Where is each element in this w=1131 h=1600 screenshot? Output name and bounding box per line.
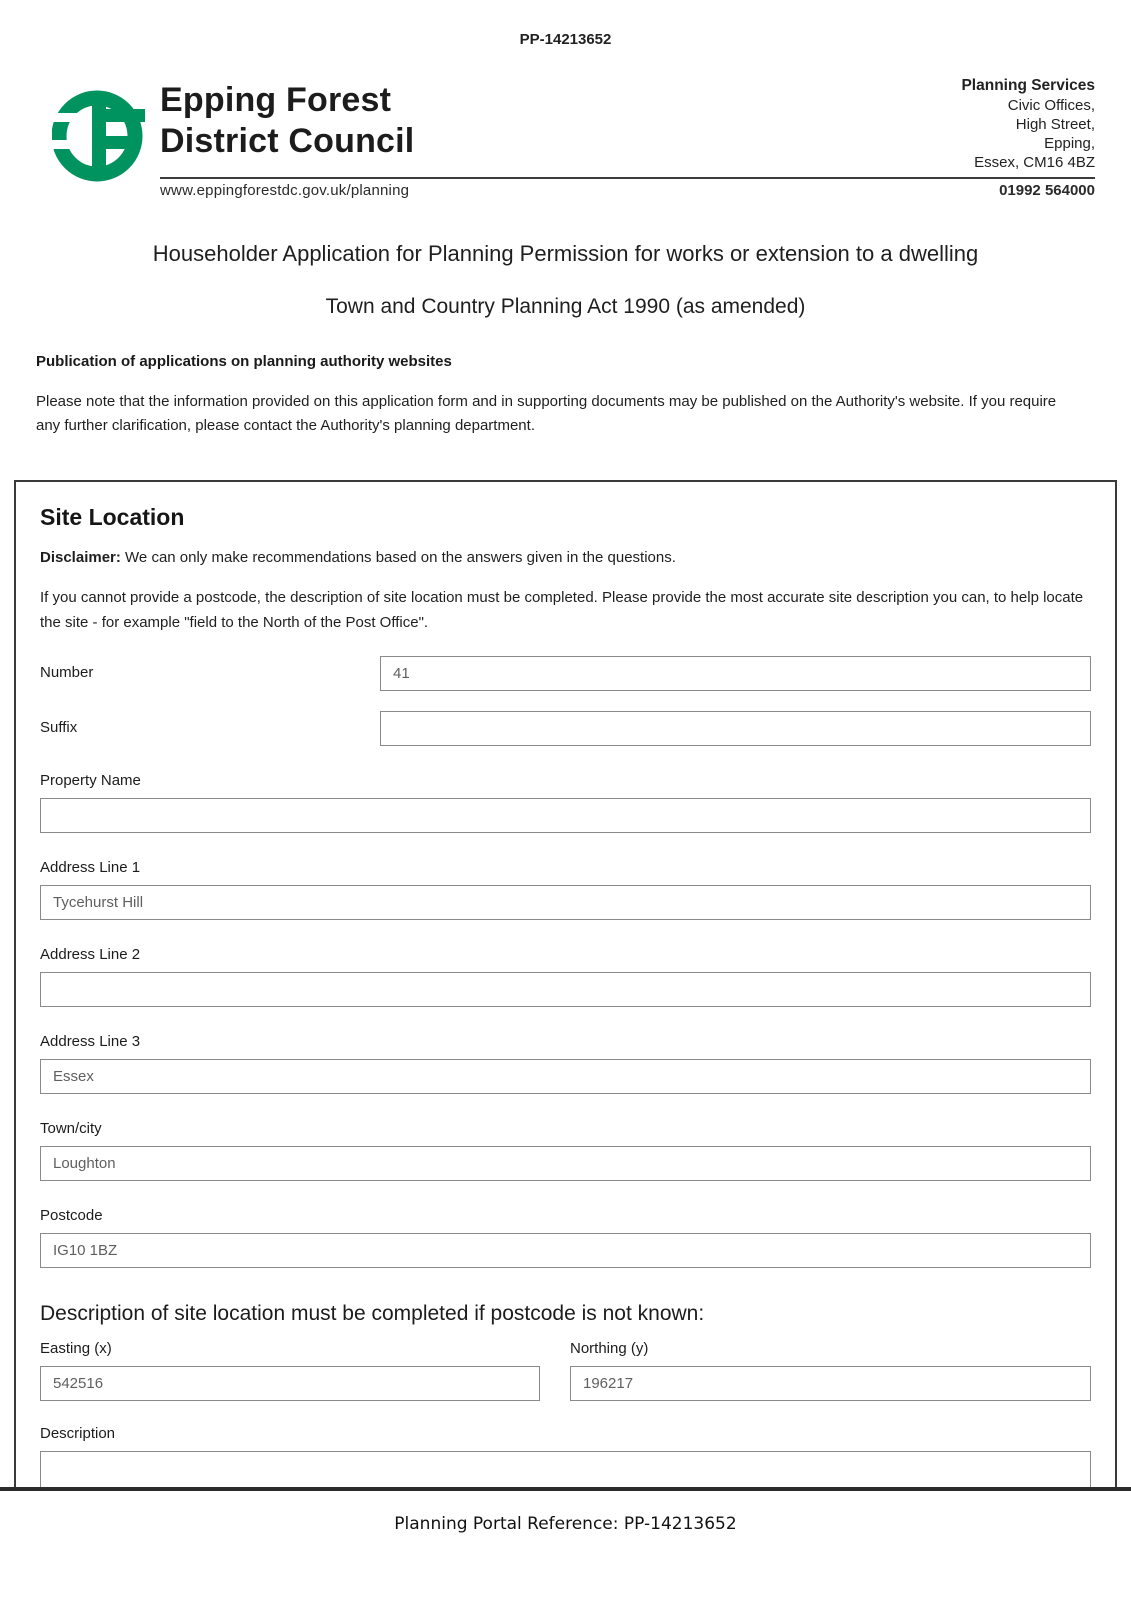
property-name-input[interactable] [40, 798, 1091, 833]
site-location-heading: Site Location [40, 504, 185, 530]
publication-note: Please note that the information provided on this application form and in supporting documents may be published on the Authority's website. If you require any further clarification, please contact the Authority's planning department. [36, 392, 1057, 434]
planning-portal-reference: Planning Portal Reference: PP-14213652 [394, 1514, 737, 1534]
field-town-city [40, 1120, 1091, 1181]
number-input[interactable] [380, 656, 1091, 691]
disclaimer-text [40, 549, 1091, 566]
description-requirement-heading: Description of site location must be completed if postcode is not known: [40, 1301, 705, 1325]
phone-number: 01992 564000 [999, 181, 1095, 199]
dept-name: Planning Services [961, 77, 1095, 94]
coordinates-row [40, 1340, 1091, 1401]
field-easting [40, 1340, 540, 1401]
description-textarea[interactable] [40, 1451, 1091, 1489]
field-suffix [40, 711, 1091, 746]
council-website-link[interactable]: www.eppingforestdc.gov.uk/planning [160, 181, 410, 199]
council-name-line2: District Council [160, 121, 415, 160]
suffix-label: Suffix [40, 718, 78, 736]
easting-input[interactable] [40, 1366, 540, 1401]
publication-heading: Publication of applications on planning authority websites [36, 352, 452, 370]
planning-services-address [961, 74, 1095, 173]
field-property-name [40, 772, 1091, 833]
epping-forest-logo-icon [52, 80, 147, 190]
postcode-label: Postcode [40, 1206, 103, 1224]
address-line: Civic Offices, [1007, 96, 1095, 114]
address-line: High Street, [1015, 116, 1095, 134]
description-label: Description [40, 1424, 116, 1442]
town-city-input[interactable] [40, 1146, 1091, 1181]
address-line-2-input[interactable] [40, 972, 1091, 1007]
property-name-label: Property Name [40, 771, 141, 789]
site-location-section [14, 480, 1117, 1488]
council-name [160, 74, 414, 173]
field-address-line-3 [40, 1033, 1091, 1094]
header-main [160, 74, 1095, 199]
field-address-line-1 [40, 859, 1091, 920]
address-line-3-label: Address Line 3 [40, 1032, 141, 1050]
field-number [40, 656, 1091, 691]
form-title: Householder Application for Planning Permission for works or extension to a dwelling [152, 240, 979, 266]
northing-label: Northing (y) [570, 1339, 649, 1357]
field-address-line-2 [40, 946, 1091, 1007]
easting-label: Easting (x) [40, 1339, 112, 1357]
address-line-3-input[interactable] [40, 1059, 1091, 1094]
council-logo [52, 74, 152, 195]
town-city-label: Town/city [40, 1119, 102, 1137]
address-line: Epping, [1044, 135, 1095, 153]
field-postcode [40, 1207, 1091, 1268]
field-northing [570, 1340, 1091, 1401]
disclaimer-body: We can only make recommendations based on the answers given in the questions. [120, 549, 676, 566]
form-subtitle: Town and Country Planning Act 1990 (as amended) [325, 294, 806, 318]
header [52, 74, 1095, 199]
number-label: Number [40, 663, 94, 681]
council-name-line1: Epping Forest [160, 81, 392, 119]
address-line-1-input[interactable] [40, 885, 1091, 920]
disclaimer-label: Disclaimer: [40, 549, 121, 566]
reference-number-top: PP-14213652 [519, 31, 612, 48]
address-line: Essex, CM16 4BZ [974, 154, 1095, 172]
postcode-input[interactable] [40, 1233, 1091, 1268]
address-line-1-label: Address Line 1 [40, 858, 141, 876]
address-line-2-label: Address Line 2 [40, 945, 141, 963]
northing-input[interactable] [570, 1366, 1091, 1401]
suffix-input[interactable] [380, 711, 1091, 746]
footer-divider [0, 1487, 1131, 1491]
field-description [40, 1425, 1091, 1489]
site-location-intro: If you cannot provide a postcode, the description of site location must be completed. Please provide the most accurate site description you can, to help locate the site - for example "field to the North of the Post Office". [40, 589, 1084, 631]
